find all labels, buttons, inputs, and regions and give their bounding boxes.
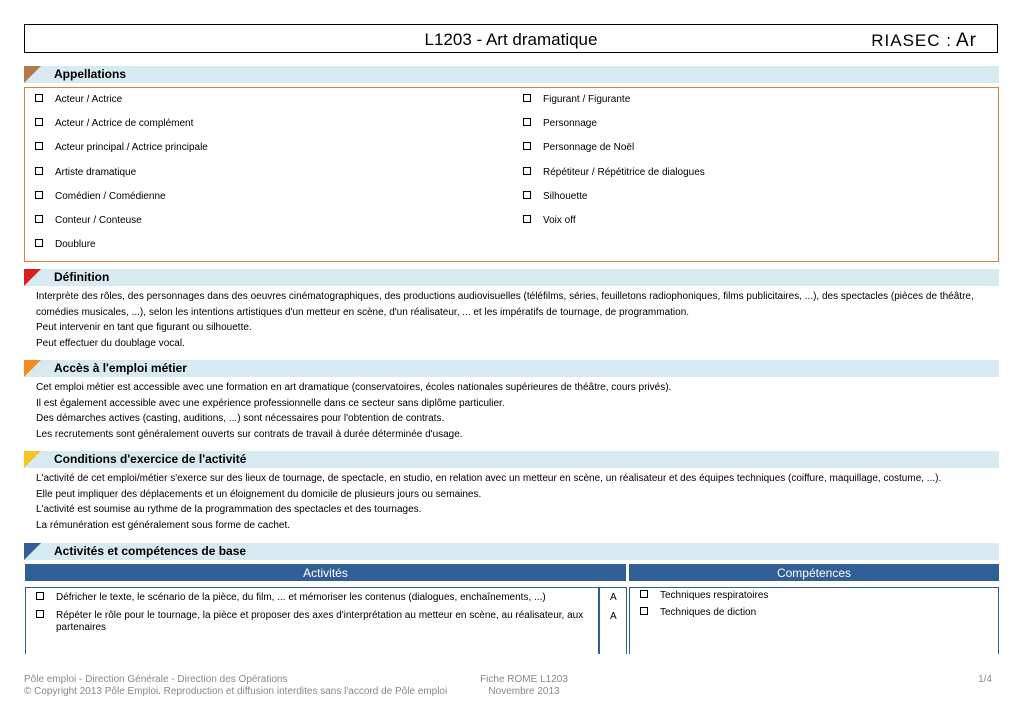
section-header-acces: [24, 360, 999, 377]
footer-center: Fiche ROME L1203 Novembre 2013: [480, 674, 568, 697]
list-item: Répétiteur / Répétitrice de dialogues: [523, 167, 705, 178]
list-item: Voix off: [523, 215, 576, 226]
table-row: Défricher le texte, le scénario de la pièce, du film, ... et mémoriser les contenus (dialogues, enchaînements, ...): [36, 592, 546, 603]
list-item: Silhouette: [523, 191, 587, 202]
checkbox-icon: [640, 607, 648, 615]
list-item: Techniques de diction: [640, 607, 756, 618]
competences-cell: [629, 587, 999, 654]
checkbox-icon: [35, 239, 43, 247]
section-title: Conditions d'exercice de l'activité: [54, 452, 247, 466]
list-item: Comédien / Comédienne: [35, 191, 166, 202]
checkbox-icon: [523, 94, 531, 102]
title-box: [24, 24, 998, 53]
checkbox-icon: [35, 191, 43, 199]
list-item: Conteur / Conteuse: [35, 215, 142, 226]
list-item: Acteur principal / Actrice principale: [35, 142, 208, 153]
checkbox-icon: [35, 142, 43, 150]
checkbox-icon: [35, 215, 43, 223]
riasec-code: [871, 30, 977, 52]
checkbox-icon: [523, 167, 531, 175]
section-title: Appellations: [54, 67, 127, 81]
riasec-value: Ar: [956, 30, 977, 51]
checkbox-icon: [35, 167, 43, 175]
section-marker-icon: [24, 269, 41, 286]
list-item: Personnage: [523, 118, 597, 129]
conditions-text: L'activité de cet emploi/métier s'exerce sur des lieux de tournage, de spectacle, en studio, en relation avec un metteur en scène, un réalisateur et des équipes techniques (coiffure, maquillage, costume, ...). Elle peut impliquer des déplacements et un éloignement du domicile de plusieurs jours ou semaines. L'activité est soumise au rythme de la programmation des spectacles et des tournages. La rémunération est généralement sous forme de cachet.: [36, 473, 942, 531]
checkbox-icon: [35, 118, 43, 126]
checkbox-icon: [640, 590, 648, 598]
checkbox-icon: [36, 610, 44, 618]
level-cell: [599, 587, 627, 654]
checkbox-icon: [36, 592, 44, 600]
section-marker-icon: [24, 360, 41, 377]
section-title: Activités et compétences de base: [54, 544, 247, 558]
level-value: A: [610, 611, 617, 622]
section-title: Définition: [54, 270, 110, 284]
acces-text: Cet emploi métier est accessible avec une formation en art dramatique (conservatoires, écoles nationales supérieures de théâtre, cours privés). Il est également accessible avec une expérience professionnelle dans ce secteur sans diplôme particulier. Des démarches actives (casting, auditions, ...) sont nécessaires pour l'obtention de contrats. Les recrutements sont généralement ouverts sur contrats de travail à durée déterminée d'usage.: [36, 382, 672, 440]
table-row-continuation: partenaires: [56, 622, 107, 633]
activites-cell: [25, 587, 599, 654]
section-marker-icon: [24, 543, 41, 560]
definition-text: Interprète des rôles, des personnages dans des oeuvres cinématographiques, des productions audiovisuelles (téléfilms, séries, feuilletons radiophoniques, films publicitaires, ...), des spectacles (pièces de théâtre, comédies musicales, ...), selon les intentions artistiques d'un metteur en scène, d'un réalisateur, ... et les impératifs de tournage, de programmation. Peut intervenir en tant que figurant ou silhouette. Peut effectuer du doublage vocal.: [36, 291, 974, 349]
checkbox-icon: [523, 118, 531, 126]
riasec-label: RIASEC :: [871, 31, 952, 50]
section-header-activites: [24, 543, 999, 560]
list-item: Doublure: [35, 239, 96, 250]
list-item: Acteur / Actrice: [35, 94, 122, 105]
section-header-conditions: [24, 451, 999, 468]
list-item: Artiste dramatique: [35, 167, 136, 178]
list-item: Personnage de Noël: [523, 142, 634, 153]
checkbox-icon: [523, 142, 531, 150]
footer-left: Pôle emploi - Direction Générale - Direction des Opérations © Copyright 2013 Pôle Emploi. Reproduction et diffusion interdites sans l'accord de Pôle emploi: [24, 674, 448, 697]
section-header-appellations: [24, 66, 999, 83]
page-title: L1203 - Art dramatique: [424, 30, 598, 49]
page-number: 1/4: [978, 674, 992, 685]
section-header-definition: [24, 269, 999, 286]
table-row: Répéter le rôle pour le tournage, la pièce et proposer des axes d'interprétation au metteur en scène, au réalisateur, aux: [36, 610, 583, 621]
checkbox-icon: [35, 94, 43, 102]
appellations-box: [24, 87, 999, 262]
list-item: Techniques respiratoires: [640, 590, 768, 601]
section-marker-icon: [24, 66, 41, 83]
level-value: A: [610, 592, 617, 603]
column-header-activites: Activités: [25, 564, 626, 581]
checkbox-icon: [523, 191, 531, 199]
list-item: Acteur / Actrice de complément: [35, 118, 193, 129]
list-item: Figurant / Figurante: [523, 94, 630, 105]
section-marker-icon: [24, 451, 41, 468]
checkbox-icon: [523, 215, 531, 223]
column-header-competences: Compétences: [629, 564, 999, 581]
section-title: Accès à l'emploi métier: [54, 361, 187, 375]
